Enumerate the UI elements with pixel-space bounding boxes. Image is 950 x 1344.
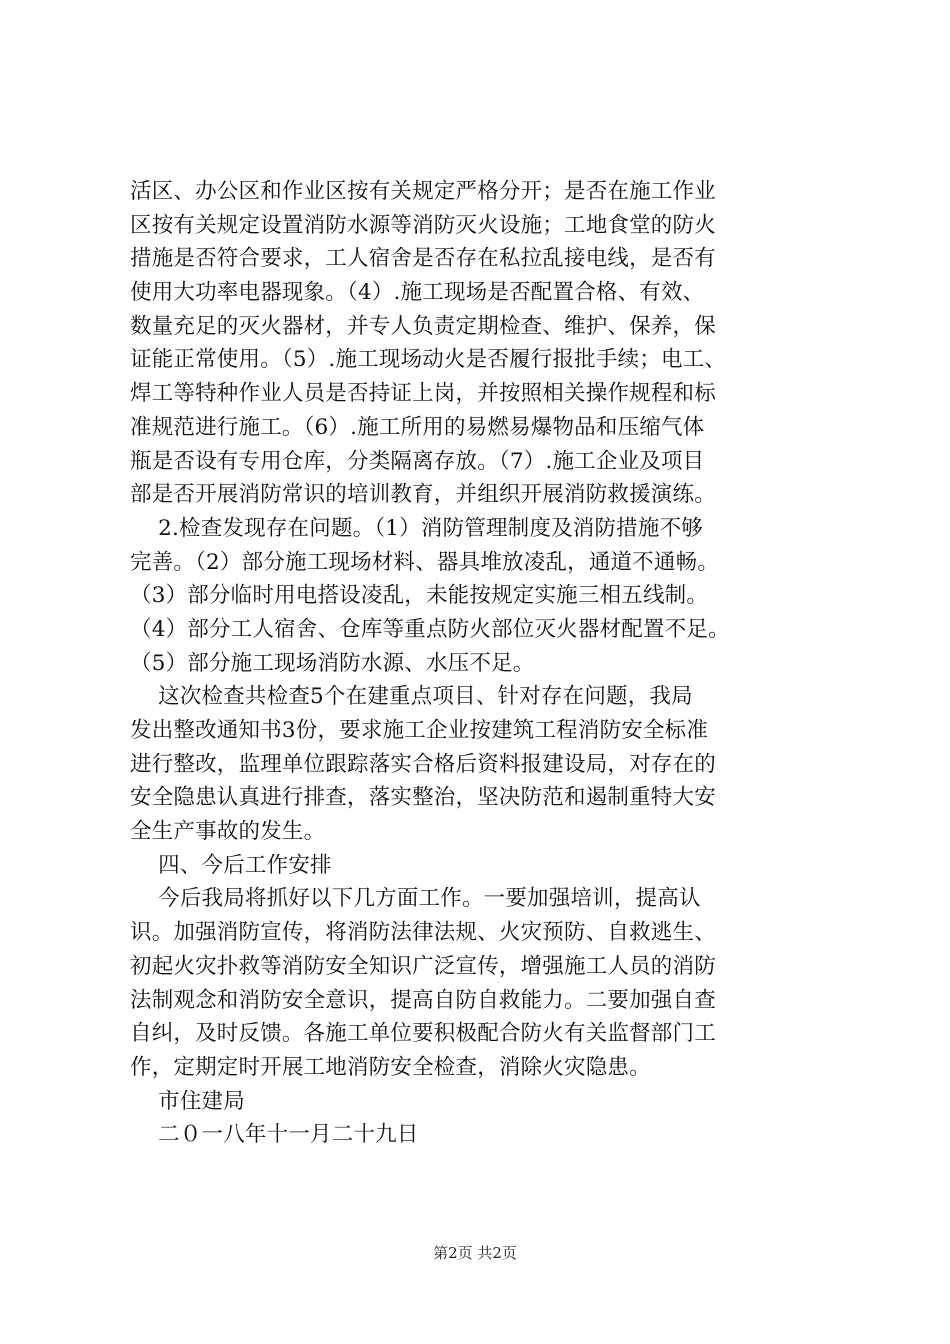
text-line: 初起火灾扑救等消防安全知识广泛宣传，增强施工人员的消防 bbox=[130, 953, 716, 979]
text-line: 数量充足的灭火器材，并专人负责定期检查、维护、保养，保 bbox=[130, 313, 716, 339]
section-heading: 四、今后工作安排 bbox=[130, 852, 332, 878]
signature-date: 二０一八年十一月二十九日 bbox=[130, 1122, 419, 1148]
text-line: 全生产事故的发生。 bbox=[130, 819, 326, 845]
text-line: 焊工等特种作业人员是否持证上岗，并按照相关操作规程和标 bbox=[130, 381, 716, 407]
text-line: 进行整改，监理单位跟踪落实合格后资料报建设局，对存在的 bbox=[130, 751, 716, 777]
text-line: （3）部分临时用电搭设凌乱，未能按规定实施三相五线制。 bbox=[130, 583, 709, 609]
text-line: 识。加强消防宣传，将消防法律法规、火灾预防、自救逃生、 bbox=[130, 920, 716, 946]
text-line: 证能正常使用。（5）.施工现场动火是否履行报批手续；电工、 bbox=[130, 347, 727, 373]
page-number-footer: 第2页 共2页 bbox=[433, 1244, 517, 1262]
text-line: 这次检查共检查5个在建重点项目、针对存在问题，我局 bbox=[130, 684, 693, 710]
text-line: （5）部分施工现场消防水源、水压不足。 bbox=[130, 650, 535, 676]
text-line: 今后我局将抓好以下几方面工作。一要加强培训，提高认 bbox=[130, 886, 701, 912]
text-line: 自纠，及时反馈。各施工单位要积极配合防火有关监督部门工 bbox=[130, 1021, 716, 1047]
signature-organization: 市住建局 bbox=[130, 1088, 245, 1114]
document-body bbox=[130, 175, 830, 1152]
text-line: 2.检查发现存在问题。（1）消防管理制度及消防措施不够 bbox=[130, 515, 703, 541]
text-line: 发出整改通知书3份，要求施工企业按建筑工程消防安全标准 bbox=[130, 718, 709, 743]
text-line: 区按有关规定设置消防水源等消防灭火设施；工地食堂的防火 bbox=[130, 212, 716, 238]
text-line: 法制观念和消防安全意识，提高自防自救能力。二要加强自查 bbox=[130, 987, 716, 1013]
text-line: 措施是否符合要求，工人宿舍是否存在私拉乱接电线，是否有 bbox=[130, 246, 716, 272]
text-line: 准规范进行施工。（6）.施工所用的易燃易爆物品和压缩气体 bbox=[130, 414, 705, 440]
text-line: 活区、办公区和作业区按有关规定严格分开；是否在施工作业 bbox=[130, 179, 716, 204]
text-line: 安全隐患认真进行排查，落实整治，坚决防范和遏制重特大安 bbox=[130, 785, 716, 811]
text-line: （4）部分工人宿舍、仓库等重点防火部位灭火器材配置不足。 bbox=[130, 616, 730, 642]
text-line: 作，定期定时开展工地消防安全检查，消除火灾隐患。 bbox=[130, 1054, 651, 1080]
text-line: 完善。（2）部分施工现场材料、器具堆放凌乱，通道不通畅。 bbox=[130, 549, 720, 575]
text-line: 瓶是否设有专用仓库，分类隔离存放。（7）.施工企业及项目 bbox=[130, 448, 705, 474]
text-line: 使用大功率电器现象。（4）.施工现场是否配置合格、有效、 bbox=[130, 280, 705, 306]
text-line: 部是否开展消防常识的培训教育，并组织开展消防救援演练。 bbox=[130, 482, 716, 508]
